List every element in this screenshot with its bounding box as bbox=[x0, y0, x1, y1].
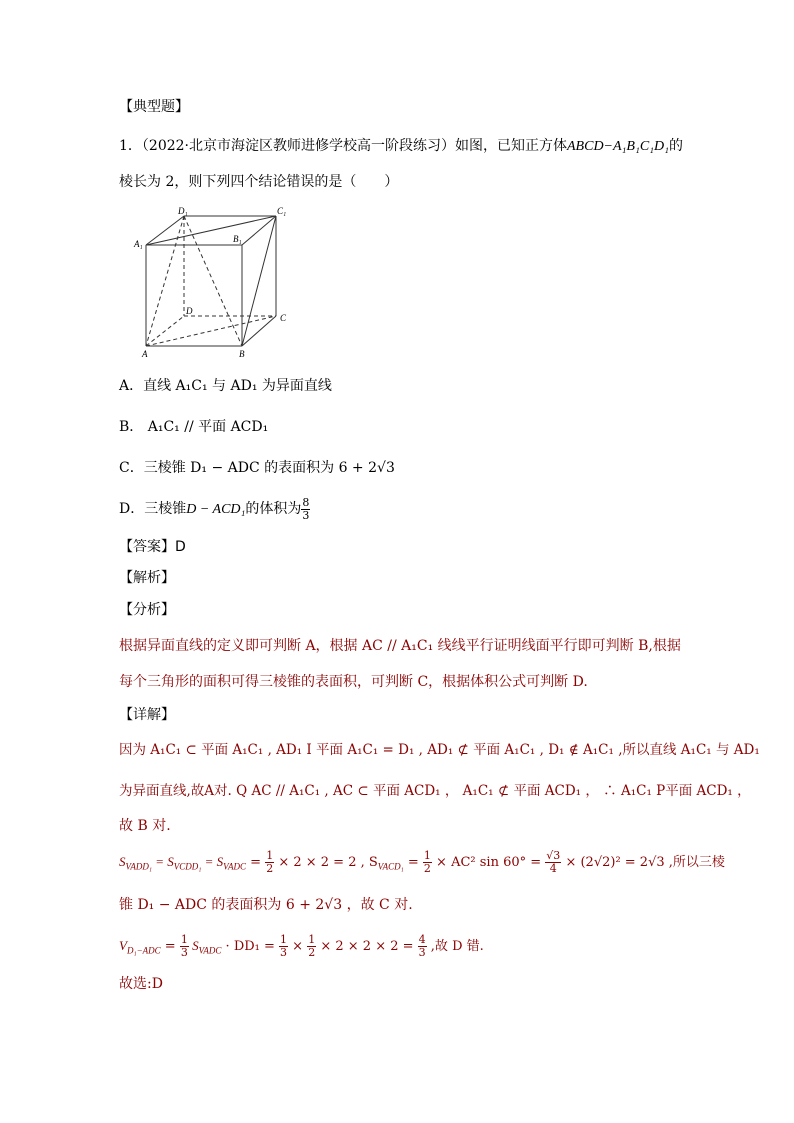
volume-subscript: D₁−ADC bbox=[126, 945, 161, 956]
option-d-mid: 的体积为 bbox=[245, 501, 302, 517]
detail-line-1: 因为 A₁C₁ ⊂ 平面 A₁C₁ , AD₁ I 平面 A₁C₁ = D₁ , AD₁ ⊄ 平面 A₁C₁ , D₁ ∉ A₁C₁ ,所以直线 A₁C₁ 与 AD₁ bbox=[119, 742, 760, 758]
fraction-denominator: 2 bbox=[423, 862, 431, 875]
detail-line-6 bbox=[119, 929, 484, 968]
fraction-denominator: 3 bbox=[180, 946, 188, 959]
fraction-third bbox=[279, 934, 288, 959]
fraction-denominator: 3 bbox=[280, 946, 288, 959]
fraction-numerator: 1 bbox=[308, 933, 316, 946]
label-c1: C₁ bbox=[277, 206, 287, 216]
expr: × (2√2)² = 2√3 ,所以三棱 bbox=[561, 855, 725, 870]
label-a1: A₁ bbox=[134, 239, 143, 249]
option-c: C．三棱锥 D₁ − ADC 的表面积为 6 + 2√3 bbox=[119, 460, 395, 476]
area-subscript: VCDD₁ bbox=[173, 861, 202, 872]
section-heading: 【典型题】 bbox=[119, 99, 189, 115]
detail-line-2: 为异面直线,故A对. Q AC // A₁C₁ , AC ⊂ 平面 ACD₁ ， A₁C₁ ⊄ 平面 ACD₁ ， ∴ A₁C₁ P平面 ACD₁ ， bbox=[119, 783, 751, 799]
cube-name: ABCD−A₁B₁C₁D₁ bbox=[567, 139, 670, 154]
equals: = bbox=[246, 855, 266, 870]
question-line-1 bbox=[119, 136, 683, 157]
answer: 【答案】D bbox=[119, 539, 186, 555]
fenxi-line-2: 每个三角形的面积可得三棱锥的表面积，可判断 C，根据体积公式可判断 D. bbox=[119, 674, 588, 690]
option-a: A．直线 A₁C₁ 与 AD₁ 为异面直线 bbox=[119, 378, 332, 394]
option-d bbox=[119, 494, 310, 525]
label-b: B bbox=[239, 349, 245, 359]
fenxi-label: 【分析】 bbox=[119, 602, 175, 618]
fenxi-line-1: 根据异面直线的定义即可判断 A，根据 AC // A₁C₁ 线线平行证明线面平行即可判断 B,根据 bbox=[119, 638, 681, 654]
fraction-denominator: 3 bbox=[302, 508, 310, 522]
option-b: B． A₁C₁ // 平面 ACD₁ bbox=[119, 419, 269, 435]
label-d1: D₁ bbox=[178, 206, 188, 216]
area-subscript: VACD₁ bbox=[377, 861, 404, 872]
fraction-half bbox=[265, 850, 274, 875]
detail-line-4 bbox=[119, 845, 725, 884]
expr: × 2 × 2 × 2 = bbox=[316, 939, 418, 954]
equals: = bbox=[403, 855, 423, 870]
area-symbol: S bbox=[188, 938, 199, 953]
fraction-numerator: 1 bbox=[266, 849, 274, 862]
expr: × 2 × 2 = 2 , S bbox=[274, 855, 378, 870]
area-symbol: = S bbox=[151, 854, 174, 869]
question-text-end: 的 bbox=[669, 138, 684, 154]
fraction-numerator: 4 bbox=[418, 933, 426, 946]
fraction-half bbox=[423, 850, 432, 875]
fraction-numerator: √3 bbox=[546, 849, 561, 862]
analysis-label: 【解析】 bbox=[119, 570, 175, 586]
area-symbol: = S bbox=[201, 854, 224, 869]
option-d-fraction bbox=[301, 497, 310, 522]
detail-line-7: 故选:D bbox=[119, 976, 163, 992]
detail-label: 【详解】 bbox=[119, 707, 175, 723]
fraction-four-thirds bbox=[418, 934, 427, 959]
fraction-sqrt3-over-4 bbox=[545, 850, 561, 875]
detail-line-5: 锥 D₁ − ADC 的表面积为 6 + 2√3 ，故 C 对. bbox=[119, 897, 413, 913]
detail-line-3: 故 B 对. bbox=[119, 818, 171, 834]
equals: = bbox=[160, 939, 180, 954]
question-line-2: 棱长为 2，则下列四个结论错误的是（ ） bbox=[119, 174, 399, 190]
fraction-numerator: 1 bbox=[280, 933, 288, 946]
cube-figure bbox=[132, 204, 294, 362]
fraction-numerator: 8 bbox=[302, 495, 310, 509]
fraction-numerator: 1 bbox=[180, 933, 188, 946]
label-d: D bbox=[186, 306, 193, 316]
expr: × AC² sin 60° = bbox=[431, 855, 546, 870]
fraction-half bbox=[307, 934, 316, 959]
fraction-denominator: 2 bbox=[266, 862, 274, 875]
label-a: A bbox=[142, 349, 148, 359]
label-b1: B₁ bbox=[233, 234, 242, 244]
area-subscript: VADC bbox=[198, 945, 222, 956]
fraction-denominator: 4 bbox=[549, 862, 557, 875]
option-d-expr: D − ACD₁ bbox=[186, 502, 246, 517]
volume-symbol: V bbox=[119, 938, 127, 953]
fraction-denominator: 2 bbox=[308, 946, 316, 959]
option-d-prefix: D．三棱锥 bbox=[119, 501, 187, 517]
area-subscript: VADC bbox=[223, 861, 247, 872]
fraction-denominator: 3 bbox=[418, 946, 426, 959]
area-subscript: VADD₁ bbox=[125, 861, 152, 872]
fraction-numerator: 1 bbox=[423, 849, 431, 862]
area-symbol: S bbox=[119, 854, 126, 869]
question-text: 1．（2022·北京市海淀区教师进修学校高一阶段练习）如图，已知正方体 bbox=[119, 138, 567, 154]
fraction-third bbox=[180, 934, 189, 959]
expr: · DD₁ = bbox=[221, 939, 280, 954]
expr: ,故 D 错. bbox=[426, 939, 484, 954]
times: × bbox=[288, 939, 308, 954]
label-c: C bbox=[280, 313, 287, 323]
